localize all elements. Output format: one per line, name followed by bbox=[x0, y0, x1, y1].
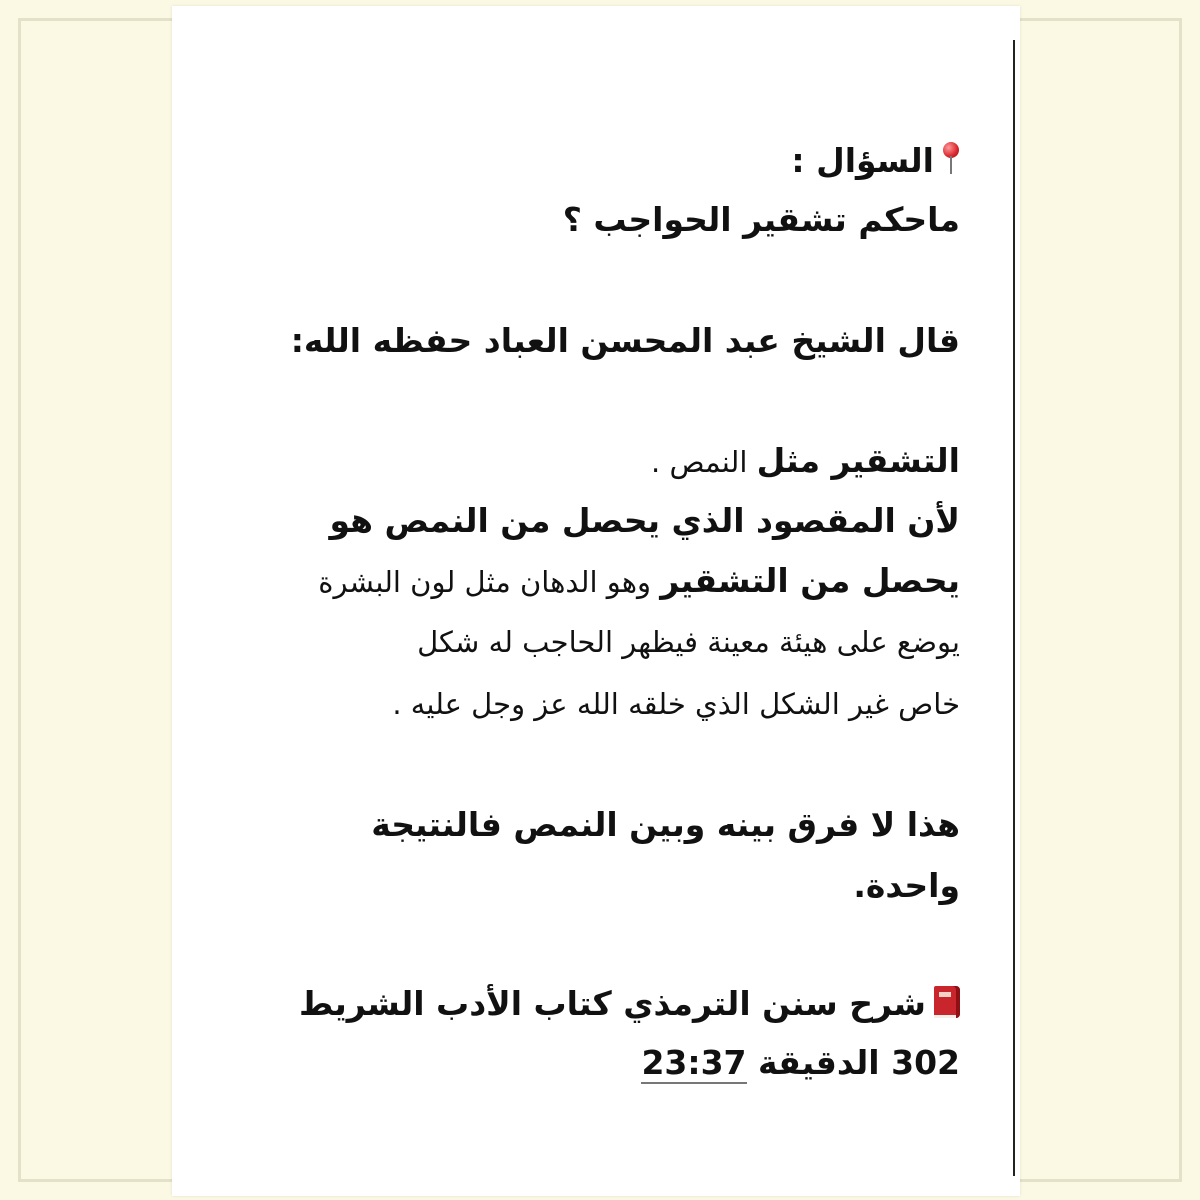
source-time-link[interactable]: 23:37 bbox=[641, 1043, 747, 1082]
answer-line-2: لأن المقصود الذي يحصل من النمص هو bbox=[329, 501, 960, 540]
scrollbar[interactable] bbox=[1013, 40, 1015, 1176]
answer-line-3 bbox=[318, 561, 960, 600]
book-icon bbox=[934, 986, 960, 1018]
answer-line-5: خاص غير الشكل الذي خلقه الله عز وجل عليه . bbox=[392, 687, 960, 721]
answer-line-3-normal: وهو الدهان مثل لون البشرة bbox=[318, 565, 661, 599]
source-line-1 bbox=[299, 984, 960, 1023]
question-text: ماحكم تشقير الحواجب ؟ bbox=[562, 200, 960, 239]
question-label-line bbox=[791, 141, 960, 180]
speaker-line: قال الشيخ عبد المحسن العباد حفظه الله: bbox=[290, 321, 960, 360]
answer-line-1-bold: التشقير مثل bbox=[756, 441, 960, 480]
question-label: السؤال : bbox=[791, 141, 934, 180]
pushpin-icon bbox=[942, 142, 960, 176]
conclusion-line-2: واحدة. bbox=[853, 866, 960, 905]
answer-line-1 bbox=[651, 441, 960, 480]
answer-line-3-bold: يحصل من التشقير bbox=[660, 561, 960, 600]
conclusion-line-1: هذا لا فرق بينه وبين النمص فالنتيجة bbox=[371, 805, 960, 844]
note-sheet bbox=[172, 6, 1020, 1196]
source-minute-label: الدقيقة bbox=[746, 1043, 892, 1082]
source-tape-number: 302 bbox=[891, 1043, 960, 1082]
answer-line-4: يوضع على هيئة معينة فيظهر الحاجب له شكل bbox=[417, 625, 960, 659]
source-line-2 bbox=[641, 1043, 960, 1082]
source-title: شرح سنن الترمذي كتاب الأدب الشريط bbox=[299, 984, 926, 1023]
answer-line-1-normal: النمص . bbox=[651, 445, 757, 479]
